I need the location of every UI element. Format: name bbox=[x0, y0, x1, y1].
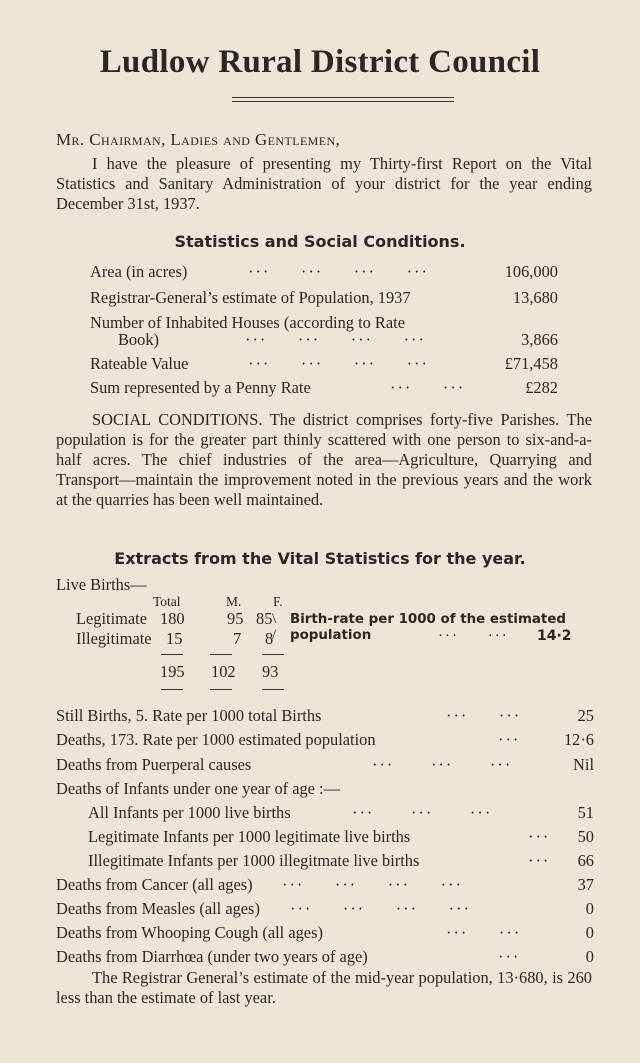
leader-dots: ··· ··· ··· bbox=[372, 755, 513, 774]
leader-dots: ··· ··· bbox=[446, 923, 522, 942]
vital-value-puerperal: Nil bbox=[573, 755, 594, 774]
vital-label-measles: Deaths from Measles (all ages) bbox=[56, 899, 260, 918]
birthrate-line-2: population bbox=[290, 628, 372, 643]
vital-label-still-births: Still Births, 5. Rate per 1000 total Births bbox=[56, 706, 322, 725]
vital-value-legit-infants: 50 bbox=[577, 827, 594, 846]
sum-rule bbox=[161, 689, 183, 690]
stat-rateable-label: Rateable Value bbox=[90, 354, 189, 373]
row-illegitimate-m: 7 bbox=[233, 629, 242, 648]
vital-value-all-infants: 51 bbox=[577, 803, 594, 822]
leader-dots: ··· ··· ··· ··· bbox=[248, 354, 429, 373]
live-births-label: Live Births— bbox=[56, 575, 147, 594]
col-head-total: Total bbox=[153, 594, 181, 609]
stat-penny-label: Sum represented by a Penny Rate bbox=[90, 378, 311, 397]
birthrate-value: 14·2 bbox=[537, 628, 572, 644]
vital-label-all-infants: All Infants per 1000 live births bbox=[88, 803, 291, 822]
intro-paragraph: I have the pleasure of presenting my Thirty-first Report on the Vital Statistics and Sanitary Administration of your district for the year ending December 31st, 1937. bbox=[56, 154, 592, 213]
leader-dots: ··· bbox=[528, 851, 551, 870]
row-illegitimate-label: Illegitimate bbox=[76, 629, 152, 648]
stat-penny-value: £282 bbox=[525, 378, 558, 397]
row-legitimate-f: 85 bbox=[256, 609, 273, 628]
page-title: Ludlow Rural District Council bbox=[99, 44, 541, 80]
row-illegitimate-total: 15 bbox=[166, 629, 183, 648]
birthrate-line-1: Birth-rate per 1000 of the estimated bbox=[290, 612, 567, 627]
stat-houses-value: 3,866 bbox=[521, 330, 558, 349]
stat-population-value: 13,680 bbox=[512, 288, 558, 307]
vital-label-illegit-infants: Illegitimate Infants per 1000 illegitmate live births bbox=[88, 851, 420, 870]
total-births: 195 bbox=[160, 662, 185, 681]
social-paragraph: SOCIAL CONDITIONS. The district comprises forty-five Parishes. The population is for the greater part thinly scattered with one person to six-and-a-half acres. The chief industries of the area—Agriculture, Quarrying and Transport—maintain the improvement noted in the previous years and the work at the quarries has been well maintained. bbox=[56, 410, 592, 509]
salutation: Mr. Chairman, Ladies and Gentlemen, bbox=[56, 130, 341, 149]
closing-paragraph: The Registrar General’s estimate of the mid-year population, 13·680, is 260 less than the estimate of last year. bbox=[56, 968, 592, 1007]
leader-dots: ··· ··· ··· ··· bbox=[282, 875, 463, 894]
leader-dots: ··· ··· bbox=[438, 628, 509, 644]
bracket-icon: \ / bbox=[272, 611, 277, 643]
vital-value-diarrhoea: 0 bbox=[585, 947, 594, 966]
title-rule-top bbox=[232, 97, 454, 98]
leader-dots: ··· ··· ··· ··· bbox=[290, 899, 471, 918]
vital-value-cancer: 37 bbox=[577, 875, 594, 894]
vital-label-whooping-cough: Deaths from Whooping Cough (all ages) bbox=[56, 923, 323, 942]
vital-label-deaths: Deaths, 173. Rate per 1000 estimated population bbox=[56, 730, 376, 749]
leader-dots: ··· ··· bbox=[390, 378, 466, 397]
leader-dots: ··· bbox=[498, 947, 521, 966]
row-legitimate-total: 180 bbox=[160, 609, 185, 628]
col-head-m: M. bbox=[226, 594, 242, 609]
stat-area-value: 106,000 bbox=[504, 262, 558, 281]
leader-dots: ··· bbox=[528, 827, 551, 846]
vital-label-cancer: Deaths from Cancer (all ages) bbox=[56, 875, 253, 894]
stat-population-label: Registrar-General’s estimate of Population, 1937 bbox=[90, 288, 411, 307]
stat-area-label: Area (in acres) bbox=[90, 262, 188, 281]
title-rule-bottom bbox=[232, 101, 454, 102]
sum-rule bbox=[210, 654, 232, 655]
row-legitimate-m: 95 bbox=[227, 609, 244, 628]
stat-rateable-value: £71,458 bbox=[504, 354, 558, 373]
sum-rule bbox=[262, 654, 284, 655]
col-head-f: F. bbox=[273, 594, 283, 609]
vital-label-puerperal: Deaths from Puerperal causes bbox=[56, 755, 252, 774]
vital-label-legit-infants: Legitimate Infants per 1000 legitimate live births bbox=[88, 827, 411, 846]
leader-dots: ··· ··· ··· bbox=[352, 803, 493, 822]
leader-dots: ··· bbox=[498, 730, 521, 749]
vital-label-infants: Deaths of Infants under one year of age :— bbox=[56, 779, 340, 798]
sum-rule bbox=[161, 654, 183, 655]
vital-value-illegit-infants: 66 bbox=[577, 851, 594, 870]
leader-dots: ··· ··· bbox=[446, 706, 522, 725]
row-legitimate-label: Legitimate bbox=[76, 609, 147, 628]
vital-value-measles: 0 bbox=[585, 899, 594, 918]
stat-houses-label-1: Number of Inhabited Houses (according to Rate bbox=[90, 313, 405, 332]
row-illegitimate-f: 8 bbox=[265, 629, 274, 648]
leader-dots: ··· ··· ··· ··· bbox=[248, 262, 429, 281]
leader-dots: ··· ··· ··· ··· bbox=[245, 330, 426, 349]
vital-value-still-births: 25 bbox=[577, 706, 594, 725]
vital-value-whooping-cough: 0 bbox=[585, 923, 594, 942]
sum-rule bbox=[262, 689, 284, 690]
total-f: 93 bbox=[262, 662, 279, 681]
extracts-heading: Extracts from the Vital Statistics for the year. bbox=[114, 549, 526, 568]
stat-houses-label-2: Book) bbox=[118, 330, 159, 349]
sum-rule bbox=[210, 689, 232, 690]
stats-heading: Statistics and Social Conditions. bbox=[174, 232, 466, 251]
vital-value-deaths: 12·6 bbox=[563, 730, 594, 749]
vital-label-diarrhoea: Deaths from Diarrhœa (under two years of age) bbox=[56, 947, 368, 966]
total-m: 102 bbox=[211, 662, 236, 681]
